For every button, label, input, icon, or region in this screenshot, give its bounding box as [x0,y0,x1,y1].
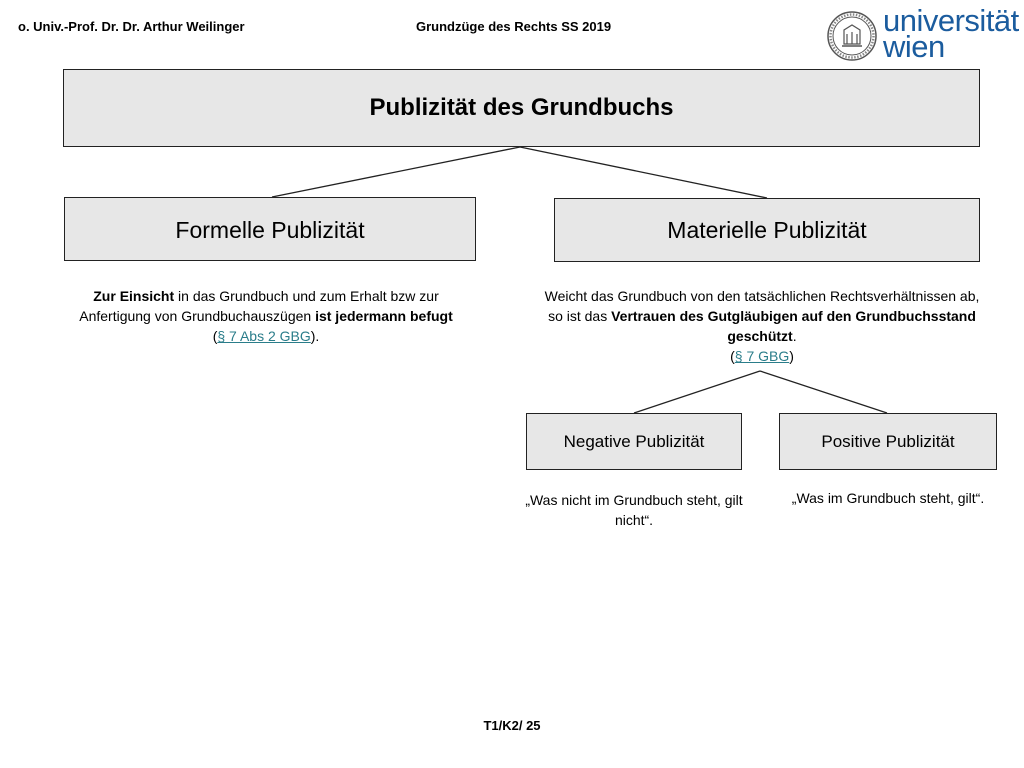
header-course-title: Grundzüge des Rechts SS 2019 [416,19,612,34]
header-author: o. Univ.-Prof. Dr. Dr. Arthur Weilinger [18,19,245,34]
formal-description [56,286,476,346]
material-law-link[interactable]: § 7 GBG [734,348,790,364]
formal-law-link[interactable]: § 7 Abs 2 GBG [217,328,311,344]
connector-root-material [520,147,767,198]
connector-material-positive [760,371,887,413]
root-node-publizitaet: Publizität des Grundbuchs [63,69,980,147]
material-open-paren: ( [730,348,735,364]
page-number: T1/K2/ 25 [483,718,541,733]
material-text-bold: Vertrauen des Gutgläubigen auf den Grundbuchsstand geschützt [611,308,976,344]
material-close-paren: ) [789,348,794,364]
material-text-2: . [792,328,797,344]
node-positive-publizitaet: Positive Publizität [779,413,997,470]
logo-line-universitaet: universität [883,3,1019,38]
logo-line-wien: wien [883,29,945,64]
node-materielle-publizitaet: Materielle Publizität [554,198,980,262]
connector-material-negative [634,371,760,413]
node-negative-publizitaet: Negative Publizität [526,413,742,470]
connector-root-formal [272,147,520,197]
material-description [537,286,987,366]
formal-text-bold-1: Zur Einsicht [93,288,175,304]
formal-open-paren: ( [212,328,218,344]
formal-close-paren: ). [310,328,320,344]
formal-text-bold-2: ist jedermann befugt [315,308,453,324]
negative-quote: „Was nicht im Grundbuch steht, gilt nicht“. [525,492,743,528]
material-text-1: Weicht das Grundbuch von den tatsächlichen Rechtsverhältnissen ab, so ist das [544,288,980,324]
node-formelle-publizitaet: Formelle Publizität [64,197,476,261]
positive-quote: „Was im Grundbuch steht, gilt“. [791,490,985,506]
formal-text-1: in das Grundbuch und zum Erhalt bzw zur Anfertigung von Grundbuchauszügen [79,288,439,324]
